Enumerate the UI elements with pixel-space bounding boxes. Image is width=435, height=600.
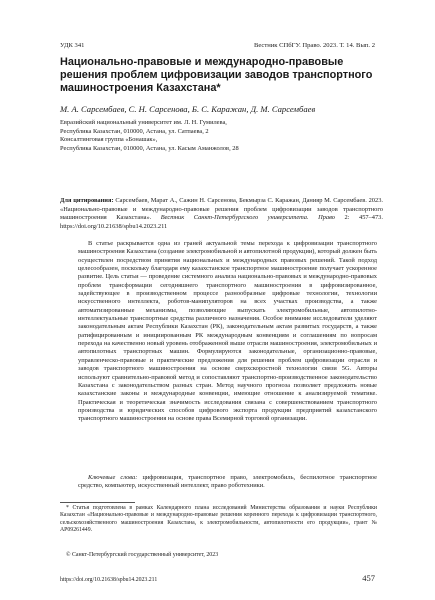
affiliations [60, 119, 385, 153]
author-list: М. А. Сарсембаев, С. Н. Сарсенова, Б. С. Каражан, Д. М. Сарсембаев [60, 104, 316, 114]
footnote: * Статья подготовлена в рамках Календарного плана исследований Министерства образования и науки Республики Казахстан «Национально-правовые и международно-правовые решения коренного перехода к цифровизации транспортного, сельскохозяйственного машиностроения Казахстана, к электромобильности, автопилотности его продукции», грант № АР09261449. [60, 505, 377, 534]
affiliation-line: Республика Казахстан, 010000, Астана, ул. Касым Аманжолов, 28 [60, 144, 239, 152]
running-header [60, 42, 375, 49]
footnote-divider [60, 502, 135, 503]
keywords-text: цифровизация, транспортное право, электромобиль, беспилотное транспортное средство, компьютер, искусственный интеллект, право роботехники. [78, 474, 377, 490]
affiliation-line: Консалтинговая группа «Бонашак», [60, 136, 158, 143]
citation-block [60, 197, 383, 231]
citation-label: Для цитирования: [60, 197, 114, 204]
affiliation-line: Республика Казахстан, 010000, Астана, ул. Сатпаева, 2 [60, 127, 209, 135]
abstract: В статье раскрывается одна из граней актуальной темы перехода к цифровизации транспортного машиностроения Казахстана (создание электромобильной и автопилотной продукции), который должен быть осуществлен посредством принятия национальных и международных правовых решений. Такой подход целесообразен, поскольку благодаря ему казахстанское транспортное машиностроение получает ускоренное развитие. Цель статьи — проведение системного анализа национально-правовых и международно-правовых проблем трансформации сегодняшнего транспортного машиностроения в цифровизированное, задействующее в производственном процессе разнообразные цифровые технологии, технологии искусственного интеллекта, роботов-манипуляторов на всех участках производства, а также автоматизированные механизмы, позволяющие выпускать электромобильные, автопилотно-интеллектуальные транспортные средства различного назначения. Особое внимание исследователи уделяют законодательным актам Республики Казахстан (РК), законодательным актам развитых государств, а также ратифицированным и инициированным РК международным конвенциям и соглашениям по вопросам перехода на качественно новый уровень отображенной выше отрасли машиностроения, электромобильных и автопилотных транспортных машин. Формулируются законодательные, организационно-правовые, управленческо-правовые и практические предложения для решения проблем цифровизации отрасли и заводов транспортного машиностроения на основе сверхскоростной технологии связи 5G. Авторы используют сравнительно-правовой метод и сопоставляют транспортно-производственное законодательство Казахстана с законодательством разных стран. Метод научного прогноза позволяет предложить новые казахстанские законы и международные конвенции, имеющие отношение к анализируемой тематике. Практическая и теоретическая значимость исследования связана с совершенствованием транспортного производства и юридических способов цифрового экспорта продукции предприятий казахстанского транспортного машиностроения на основе права Всемирной торговой организации. [78, 240, 377, 423]
citation-text: Сарсембаев, Марат А., Сажин Н. Сарсенова, Бекмырза С. Каражан, Данияр М. Сарсембаев. 2023. «Национально-правовые и международно-правовые решения проблем цифровизации заводов транспортного машиностроения Казахстана». [60, 197, 383, 221]
copyright: © Санкт-Петербургский государственный университет, 2023 [66, 552, 219, 558]
page-footer [60, 573, 375, 583]
page-number: 457 [362, 573, 375, 583]
citation-journal: Вестник Санкт-Петербургского университета. Право [160, 214, 335, 221]
affiliation-line: Евразийский национальный университет им. Л. Н. Гумилева, [60, 119, 227, 126]
article-title: Национально-правовые и международно-правовые решения проблем цифровизации заводов транспортного машиностроения Казахстана* [60, 56, 373, 95]
keywords-block [78, 474, 377, 491]
keywords-label: Ключевые слова: [88, 474, 138, 481]
udk-code: УДК 341 [60, 42, 85, 49]
citation-tail: 2: 457–473. https://doi.org/10.21638/spbu14.2023.211 [60, 214, 383, 230]
doi-link[interactable]: https://doi.org/10.21638/spbu14.2023.211 [60, 577, 158, 583]
journal-issue: Вестник СПбГУ. Право. 2023. Т. 14. Вып. 2 [253, 42, 375, 49]
